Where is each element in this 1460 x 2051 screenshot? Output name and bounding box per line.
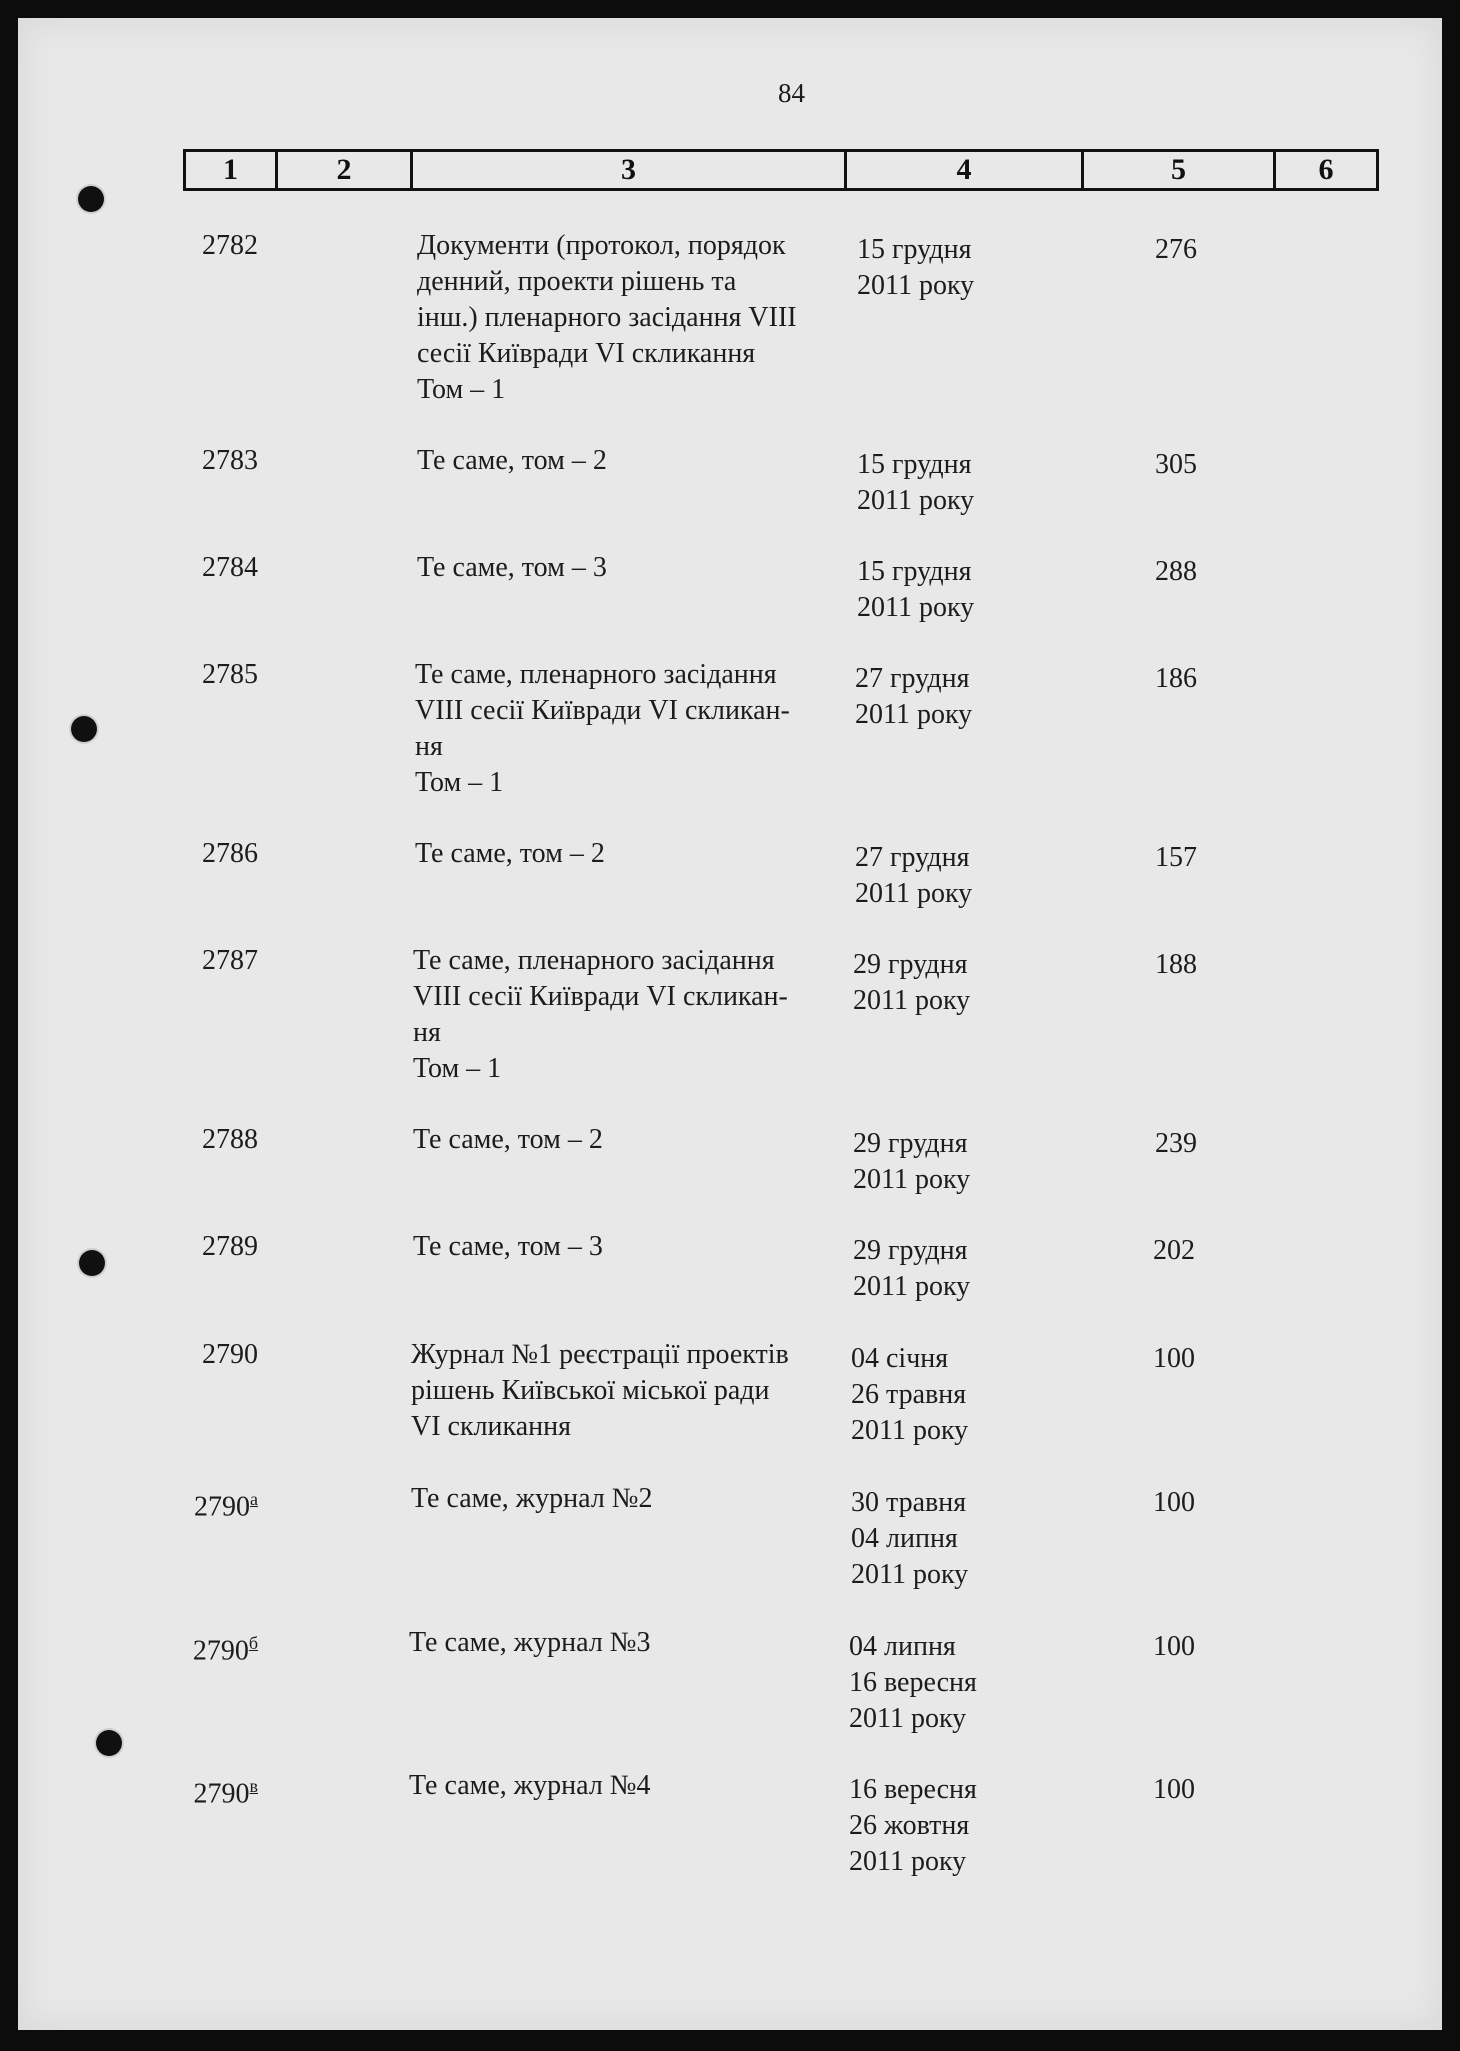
entry-description [415,836,855,872]
entry-number-value: 2785 [202,659,258,690]
entry-description [411,1481,851,1517]
entry-number [148,836,258,872]
description-line: Те саме, том – 3 [413,1231,603,1262]
date-line: 2011 року [855,699,973,730]
entry-dates [857,232,1057,304]
entry-description [409,1768,849,1804]
entry-sheet-count: 239 [1155,1128,1197,1159]
date-line: 29 грудня [853,949,968,980]
description-line: інш.) пленарного засідання VIII [417,302,797,333]
entry-sheet-count: 288 [1155,556,1197,587]
date-line: 15 грудня [857,234,972,265]
date-line: 2011 року [851,1559,969,1590]
description-line: сесії Київради VI скликання [417,338,756,369]
entry-number [148,228,258,264]
entry-sheet-count: 100 [1153,1774,1195,1805]
description-line: Те саме, пленарного засідання [415,659,777,690]
entry-dates [855,840,1055,912]
entry-number-letter: а [250,1489,258,1509]
entry-number-value: 2790 [193,1778,250,1810]
entry-description [417,550,857,586]
description-line: Документи (протокол, порядок [417,230,786,261]
description-line: VIII сесії Київради VI скликан- [413,981,788,1012]
entry-number-value: 2784 [202,552,258,583]
description-line: Журнал №1 реєстрації проектів [411,1339,789,1370]
date-line: 29 грудня [853,1128,968,1159]
description-line: Те саме, том – 2 [417,445,607,476]
entry-number-value: 2783 [202,445,258,476]
entry-number-value: 2789 [202,1231,258,1262]
entry-dates [855,661,1055,733]
date-line: 2011 року [853,1271,971,1302]
description-line: Те саме, журнал №3 [409,1627,651,1658]
column-header-6: 6 [1318,153,1334,186]
date-line: 16 вересня [849,1774,977,1805]
entry-sheet-count: 188 [1155,949,1197,980]
date-line: 26 травня [851,1379,967,1410]
date-line: 2011 року [849,1846,967,1877]
entry-description [413,943,853,1087]
entry-number [148,1481,258,1525]
description-line: Те саме, журнал №2 [411,1483,653,1514]
date-line: 29 грудня [853,1235,968,1266]
punch-hole [79,1250,105,1276]
date-line: 26 жовтня [849,1810,970,1841]
entry-number-value: 2786 [202,838,258,869]
column-header-5: 5 [1084,152,1276,188]
entry-description [417,443,857,479]
entry-description [409,1625,849,1661]
date-line: 30 травня [851,1487,967,1518]
description-line: Те саме, том – 3 [417,552,607,583]
entry-sheet-count: 276 [1155,234,1197,265]
description-line: VIII сесії Київради VI скликан- [415,695,790,726]
entry-dates [849,1772,1049,1880]
description-line: VI скликання [411,1411,571,1442]
entry-number-letter: б [248,1633,258,1653]
entry-number [148,1625,258,1669]
entry-number [148,1768,258,1812]
entry-dates [849,1629,1049,1737]
punch-hole [78,186,104,212]
date-line: 2011 року [855,878,973,909]
date-line: 04 січня [851,1343,949,1374]
entry-description [413,1122,853,1158]
entry-sheet-count: 157 [1155,842,1197,873]
date-line: 2011 року [851,1415,969,1446]
date-line: 27 грудня [855,663,970,694]
entry-number [148,943,258,979]
description-line: ня [415,731,443,762]
column-header-3: 3 [413,152,847,188]
column-header-1: 1 [186,152,278,188]
entry-dates [853,947,1053,1019]
column-header-4: 4 [847,152,1084,188]
entry-dates [853,1126,1053,1198]
column-header-table [183,149,1379,191]
entry-number-value: 2790 [194,1491,250,1523]
entry-number [148,1337,258,1373]
description-line: Те саме, том – 2 [415,838,605,869]
date-line: 2011 року [857,270,975,301]
entry-description [411,1337,851,1445]
entry-number-value: 2790 [202,1339,258,1370]
description-line: Том – 1 [415,767,504,798]
entry-sheet-count: 100 [1153,1487,1195,1518]
entry-sheet-count: 100 [1153,1631,1195,1662]
entry-number [148,443,258,479]
punch-hole [96,1730,122,1756]
date-line: 27 грудня [855,842,970,873]
entry-description [415,657,855,801]
entry-sheet-count: 305 [1155,449,1197,480]
date-line: 04 липня [851,1523,958,1554]
entry-dates [857,554,1057,626]
punch-hole [71,716,97,742]
date-line: 2011 року [853,985,971,1016]
entry-dates [853,1233,1053,1305]
column-header-2: 2 [278,152,413,188]
entry-dates [851,1341,1051,1449]
date-line: 15 грудня [857,556,972,587]
entry-sheet-count: 186 [1155,663,1197,694]
entry-dates [857,447,1057,519]
entry-sheet-count: 100 [1153,1343,1195,1374]
entry-number [148,550,258,586]
entry-number-value: 2788 [202,1124,258,1155]
date-line: 2011 року [849,1703,967,1734]
entry-number-value: 2790 [192,1635,249,1667]
date-line: 16 вересня [849,1667,977,1698]
entry-description [413,1229,853,1265]
date-line: 2011 року [853,1164,971,1195]
date-line: 15 грудня [857,449,972,480]
date-line: 2011 року [857,485,975,516]
entry-number [148,1229,258,1265]
entry-number-value: 2782 [202,230,258,261]
description-line: Те саме, пленарного засідання [413,945,775,976]
entry-sheet-count: 202 [1153,1235,1195,1266]
description-line: денний, проекти рішень та [417,266,737,297]
description-line: Том – 1 [417,374,506,405]
entry-number [148,657,258,693]
date-line: 2011 року [857,592,975,623]
entry-description [417,228,857,408]
description-line: ня [413,1017,441,1048]
entry-number [148,1122,258,1158]
description-line: рішень Київської міської ради [411,1375,770,1406]
description-line: Том – 1 [413,1053,502,1084]
date-line: 04 липня [849,1631,956,1662]
description-line: Те саме, журнал №4 [409,1770,651,1801]
entry-number-letter: в [249,1776,258,1796]
entry-number-value: 2787 [202,945,258,976]
page-number: 84 [778,78,805,108]
entry-dates [851,1485,1051,1593]
description-line: Те саме, том – 2 [413,1124,603,1155]
